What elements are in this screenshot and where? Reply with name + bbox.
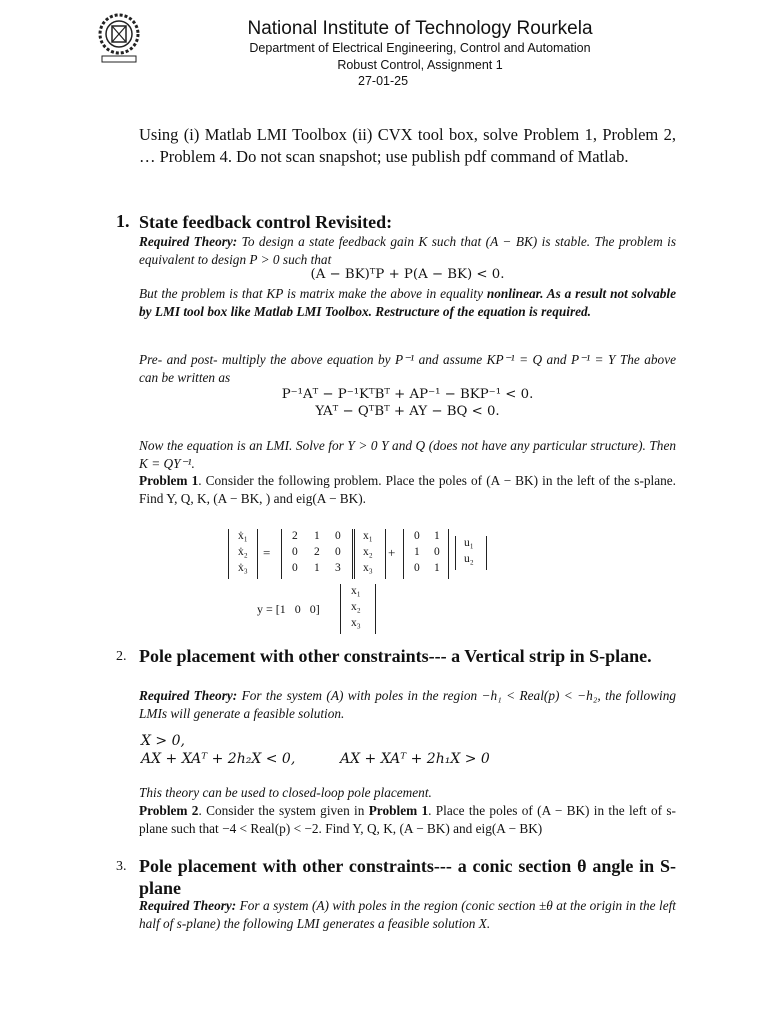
plus-sign: + [388, 545, 396, 560]
out-x-1: x₁ [351, 585, 361, 597]
section-2-number: 2. [116, 649, 127, 664]
a-32: 1 [314, 562, 320, 574]
a-12: 1 [314, 530, 320, 542]
a-13: 0 [335, 530, 341, 542]
problem-2-text: . Place the poles of (A − BK) in the left of s-plane such that −4 < Real(p) < −2. Find Y, Q, K, (A − BK) and eig(A − BK) [139, 803, 676, 836]
nonlinear-bold: nonlinear. As a result not solvable by LMI tool box like Matlab LMI Toolbox. Restructure of the equation is required. [139, 286, 676, 319]
lmi-condition-3: AX + XAᵀ + 2h₁X > 0 [340, 751, 490, 767]
required-theory-text: To design a state feedback gain K such that (A − BK) is stable. The problem is equivalent to design P > 0 such that [139, 234, 676, 267]
problem-1-label: Problem 1 [139, 473, 199, 488]
section-2-note: This theory can be used to closed-loop pole placement. [139, 785, 432, 800]
intro-paragraph: Using (i) Matlab LMI Toolbox (ii) CVX tool box, solve Problem 1, Problem 2, … Problem 4. Do not scan snapshot; use publish pdf command of Matlab. [139, 125, 676, 166]
section-1-multiply-note: Pre- and post- multiply the above equation by P⁻¹ and assume KP⁻¹ = Q and P⁻¹ = Y The above can be written as [139, 352, 676, 385]
section-3-number: 3. [116, 859, 127, 874]
x-3: x₃ [363, 562, 373, 574]
required-theory-label-2: Required Theory: [139, 688, 238, 703]
section-3-title: Pole placement with other constraints--- a conic section θ angle in S-plane [139, 856, 676, 898]
b-matrix [403, 529, 449, 579]
a-33: 3 [335, 562, 341, 574]
section-1-number: 1. [116, 211, 130, 231]
problem-1-text: . Consider the following problem. Place the poles of (A − BK) in the left of the s-plane. Find Y, Q, K, (A − BK, ) and eig(A − BK). [139, 473, 676, 506]
b-12: 1 [434, 530, 440, 542]
output-equation-label: y = [1 0 0] [257, 602, 320, 616]
u-1: u₁ [464, 537, 474, 549]
output-x-vector [340, 584, 376, 634]
a-23: 0 [335, 546, 341, 558]
section-2-theory [139, 687, 676, 722]
nonlinear-intro: But the problem is that KP is matrix make the above in equality [139, 286, 487, 301]
b-21: 1 [414, 546, 420, 558]
course-title: Robust Control, Assignment 1 [337, 58, 503, 72]
a-11: 2 [292, 530, 298, 542]
institute-name: National Institute of Technology Rourkela [247, 18, 593, 39]
xdot-1: ẋ₁ [238, 530, 248, 542]
equals-sign: = [263, 545, 271, 560]
equation-2: P⁻¹Aᵀ − P⁻¹KᵀBᵀ + AP⁻¹ − BKP⁻¹ < 0. [281, 387, 534, 402]
u-vector [455, 536, 487, 570]
institute-logo [96, 12, 142, 64]
problem-2 [139, 802, 676, 837]
a-22: 2 [314, 546, 320, 558]
equation-1: (A − BK)ᵀP + P(A − BK) < 0. [310, 267, 505, 282]
required-theory-label-3: Required Theory: [139, 898, 237, 913]
required-theory-text-2: For the system (A) with poles in the region −h₁ < Real(p) < −h₂, the following LMIs will generate a feasible solution. [139, 688, 676, 721]
b-22: 0 [434, 546, 440, 558]
out-x-2: x₂ [351, 601, 361, 613]
section-1-theory [139, 233, 676, 268]
section-3-theory [139, 897, 676, 932]
problem-2-ref: Problem 1 [368, 803, 429, 818]
a-31: 0 [292, 562, 298, 574]
section-2-title: Pole placement with other constraints--- a Vertical strip in S-plane. [139, 646, 652, 666]
b-11: 0 [414, 530, 420, 542]
equation-3: YAᵀ − QᵀBᵀ + AY − BQ < 0. [315, 404, 500, 419]
lmi-condition-2: AX + XAᵀ + 2h₂X < 0, [141, 751, 296, 767]
problem-1 [139, 472, 676, 507]
a-matrix [281, 529, 353, 579]
x-vector [354, 529, 386, 579]
a-21: 0 [292, 546, 298, 558]
section-1-lmi-note: Now the equation is an LMI. Solve for Y > 0 Y and Q (does not have any particular structure). Then K = QY⁻¹. [139, 438, 676, 471]
department-name: Department of Electrical Engineering, Control and Automation [249, 41, 591, 55]
assignment-date: 27-01-25 [358, 74, 409, 88]
required-theory-text-3: For a system (A) with poles in the region (conic section ±θ at the origin in the left half of s-plane) the following LMI generates a feasible solution X. [139, 898, 676, 931]
required-theory-label: Required Theory: [139, 234, 238, 249]
lmi-condition-1: X > 0, [141, 733, 185, 749]
section-1-nonlinear-note [139, 285, 676, 320]
xdot-3: ẋ₃ [238, 562, 248, 574]
section-1-title: State feedback control Revisited: [139, 212, 393, 232]
b-31: 0 [414, 562, 420, 574]
xdot-2: ẋ₂ [238, 546, 248, 558]
b-32: 1 [434, 562, 440, 574]
problem-2-label: Problem 2 [139, 803, 199, 818]
x-2: x₂ [363, 546, 373, 558]
x-1: x₁ [363, 530, 373, 542]
problem-2-mid: . Consider the system given in [198, 803, 369, 818]
out-x-3: x₃ [351, 617, 361, 629]
u-2: u₂ [464, 553, 474, 565]
xdot-vector [228, 529, 258, 579]
